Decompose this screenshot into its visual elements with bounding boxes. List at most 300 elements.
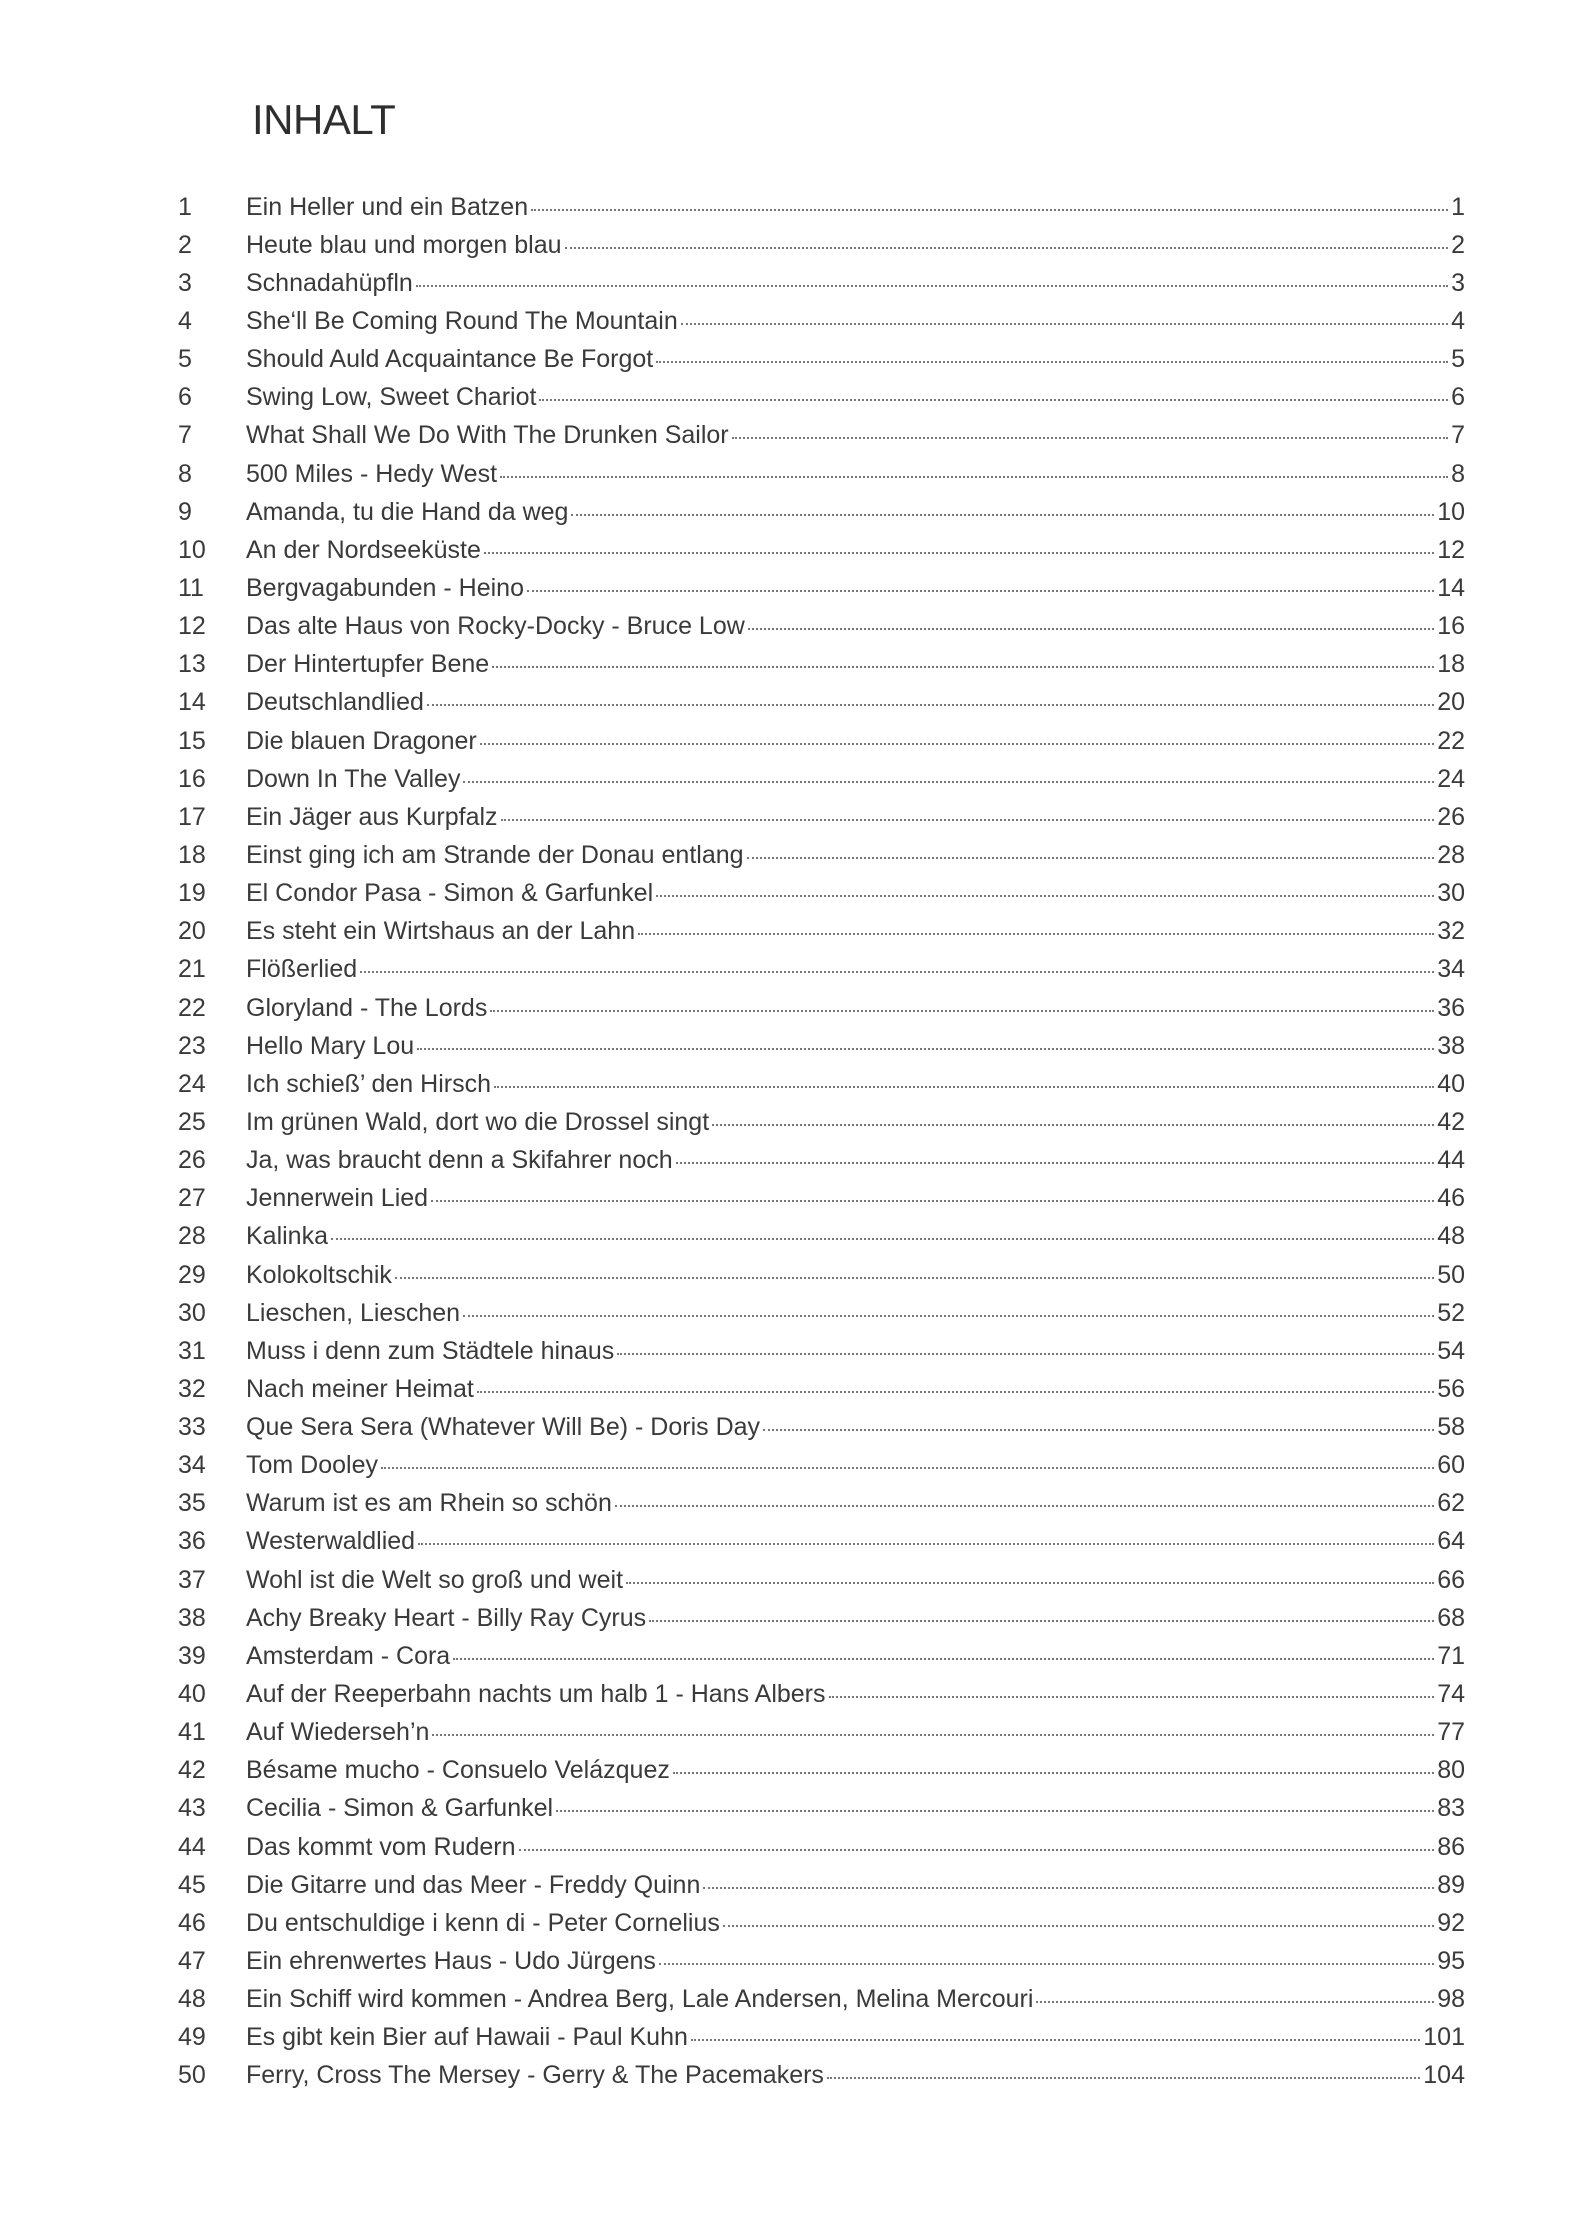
entry-number: 22	[178, 993, 206, 1022]
toc-entry[interactable]	[0, 1981, 1573, 2019]
entry-line	[246, 1298, 1465, 1327]
entry-page-number: 80	[1437, 1756, 1465, 1785]
entry-title: Einst ging ich am Strande der Donau entlang	[246, 840, 744, 869]
entry-page-number: 95	[1437, 1947, 1465, 1976]
dot-leader	[480, 743, 1434, 745]
entry-title: Das alte Haus von Rocky-Docky - Bruce Low	[246, 612, 745, 641]
entry-page-number: 24	[1437, 764, 1465, 793]
dot-leader	[703, 1887, 1434, 1889]
entry-line	[246, 764, 1465, 793]
entry-page-number: 36	[1437, 993, 1465, 1022]
entry-page-number: 56	[1437, 1374, 1465, 1403]
entry-title: Down In The Valley	[246, 764, 461, 793]
entry-page-number: 64	[1437, 1527, 1465, 1556]
toc-entry[interactable]	[0, 608, 1573, 646]
entry-page-number: 71	[1437, 1641, 1465, 1670]
toc-entry[interactable]	[0, 1942, 1573, 1980]
dot-leader	[501, 819, 1435, 821]
entry-title: Amanda, tu die Hand da weg	[246, 497, 569, 526]
toc-entry[interactable]	[0, 1485, 1573, 1523]
entry-title: Should Auld Acquaintance Be Forgot	[246, 345, 654, 374]
entry-page-number: 74	[1437, 1680, 1465, 1709]
toc-entry[interactable]	[0, 1523, 1573, 1561]
dot-leader	[829, 1696, 1435, 1698]
entry-line	[246, 347, 1465, 372]
toc-entry[interactable]	[0, 188, 1573, 226]
entry-line	[246, 1796, 1465, 1821]
entry-page-number: 6	[1451, 383, 1465, 412]
dot-leader	[571, 514, 1434, 516]
entry-number: 16	[178, 764, 206, 793]
entry-number: 20	[178, 917, 206, 946]
entry-number: 35	[178, 1489, 206, 1518]
entry-page-number: 83	[1437, 1794, 1465, 1823]
entry-page-number: 54	[1437, 1336, 1465, 1365]
entry-line	[246, 192, 1465, 221]
entry-page-number: 8	[1451, 459, 1465, 488]
entry-line	[246, 1870, 1465, 1899]
entry-number: 44	[178, 1832, 206, 1861]
entry-page-number: 86	[1437, 1832, 1465, 1861]
toc-entry[interactable]	[0, 1027, 1573, 1065]
entry-number: 32	[178, 1374, 206, 1403]
entry-line	[246, 2025, 1465, 2050]
entry-number: 48	[178, 1985, 206, 2014]
entry-line	[246, 1031, 1465, 1060]
entry-line	[246, 385, 1465, 410]
entry-title: Der Hintertupfer Bene	[246, 650, 490, 679]
entry-page-number: 28	[1437, 840, 1465, 869]
toc-entry[interactable]	[0, 1370, 1573, 1408]
toc-entry[interactable]	[0, 1180, 1573, 1218]
entry-page-number: 89	[1437, 1870, 1465, 1899]
toc-entry[interactable]	[0, 341, 1573, 379]
dot-leader	[418, 1543, 1434, 1545]
entry-page-number: 46	[1437, 1184, 1465, 1213]
entry-title: Ich schieß’ den Hirsch	[246, 1069, 491, 1098]
entry-title: Ferry, Cross The Mersey - Gerry & The Pacemakers	[246, 2061, 824, 2090]
entry-page-number: 104	[1423, 2061, 1465, 2090]
dot-leader	[531, 209, 1448, 211]
entry-line	[246, 230, 1465, 259]
entry-title: Cecilia - Simon & Garfunkel	[246, 1794, 554, 1823]
dot-leader	[494, 1086, 1434, 1088]
entry-page-number: 1	[1451, 192, 1465, 221]
entry-number: 41	[178, 1718, 206, 1747]
dot-leader	[381, 1467, 1434, 1469]
entry-number: 30	[178, 1298, 206, 1327]
entry-title: Es steht ein Wirtshaus an der Lahn	[246, 917, 636, 946]
dot-leader	[656, 361, 1448, 363]
entry-title: Lieschen, Lieschen	[246, 1298, 461, 1327]
entry-number: 12	[178, 612, 206, 641]
entry-title: Du entschuldige i kenn di - Peter Cornelius	[246, 1908, 720, 1937]
entry-title: Que Sera Sera (Whatever Will Be) - Doris Day	[246, 1413, 761, 1442]
entry-line	[246, 459, 1465, 488]
toc-entry[interactable]	[0, 569, 1573, 607]
table-of-contents	[0, 188, 1573, 2095]
entry-line	[246, 306, 1465, 335]
entry-number: 1	[178, 192, 192, 221]
entry-title: Westerwaldlied	[246, 1527, 416, 1556]
entry-title: An der Nordseeküste	[246, 535, 481, 564]
entry-line	[246, 1565, 1465, 1594]
entry-page-number: 98	[1437, 1985, 1465, 2014]
entry-line	[246, 497, 1465, 526]
dot-leader	[331, 1238, 1434, 1240]
toc-entry[interactable]	[0, 1790, 1573, 1828]
entry-line	[246, 1336, 1465, 1365]
entry-title: Swing Low, Sweet Chariot	[246, 383, 537, 412]
entry-line	[246, 1107, 1465, 1136]
dot-leader	[539, 399, 1448, 401]
dot-leader	[477, 1391, 1434, 1393]
entry-title: Warum ist es am Rhein so schön	[246, 1489, 612, 1518]
entry-line	[246, 1603, 1465, 1632]
entry-number: 4	[178, 306, 192, 335]
entry-number: 15	[178, 726, 206, 755]
entry-number: 47	[178, 1947, 206, 1976]
toc-entry[interactable]	[0, 1256, 1573, 1294]
entry-page-number: 16	[1437, 612, 1465, 641]
entry-line	[246, 1260, 1465, 1289]
toc-entry[interactable]	[0, 646, 1573, 684]
toc-entry[interactable]	[0, 1904, 1573, 1942]
entry-line	[246, 1186, 1465, 1211]
entry-number: 34	[178, 1451, 206, 1480]
entry-title: Amsterdam - Cora	[246, 1641, 451, 1670]
entry-title: Bergvagabunden - Heino	[246, 573, 524, 602]
dot-leader	[427, 704, 1434, 706]
entry-page-number: 18	[1437, 650, 1465, 679]
dot-leader	[527, 590, 1434, 592]
entry-number: 27	[178, 1184, 206, 1213]
dot-leader	[748, 628, 1434, 630]
dot-leader	[395, 1277, 1434, 1279]
entry-page-number: 77	[1437, 1718, 1465, 1747]
entry-number: 33	[178, 1413, 206, 1442]
entry-title: 500 Miles - Hedy West	[246, 459, 498, 488]
entry-line	[246, 726, 1465, 755]
dot-leader	[432, 1734, 1434, 1736]
entry-page-number: 20	[1437, 688, 1465, 717]
entry-number: 23	[178, 1031, 206, 1060]
dot-leader	[556, 1810, 1434, 1812]
entry-title: Jennerwein Lied	[246, 1184, 429, 1213]
dot-leader	[500, 476, 1448, 478]
dot-leader	[519, 1849, 1435, 1851]
toc-entry[interactable]	[0, 722, 1573, 760]
toc-entry[interactable]	[0, 1714, 1573, 1752]
entry-title: El Condor Pasa - Simon & Garfunkel	[246, 879, 654, 908]
entry-number: 3	[178, 268, 192, 297]
dot-leader	[691, 2039, 1420, 2041]
entry-number: 45	[178, 1870, 206, 1899]
entry-page-number: 101	[1423, 2023, 1465, 2052]
entry-title: What Shall We Do With The Drunken Sailor	[246, 421, 729, 450]
entry-title: Ein Heller und ein Batzen	[246, 192, 529, 221]
dot-leader	[360, 971, 1434, 973]
entry-page-number: 26	[1437, 802, 1465, 831]
entry-page-number: 10	[1437, 497, 1465, 526]
entry-title: Schnadahüpfln	[246, 268, 413, 297]
entry-line	[246, 1987, 1465, 2012]
entry-line	[246, 614, 1465, 639]
entry-number: 7	[178, 421, 192, 450]
entry-title: Auf der Reeperbahn nachts um halb 1 - Hans Albers	[246, 1680, 826, 1709]
entry-title: Ja, was braucht denn a Skifahrer noch	[246, 1146, 673, 1175]
entry-page-number: 38	[1437, 1031, 1465, 1060]
dot-leader	[615, 1505, 1434, 1507]
entry-title: Muss i denn zum Städtele hinaus	[246, 1336, 615, 1365]
entry-line	[246, 1148, 1465, 1173]
entry-page-number: 4	[1451, 306, 1465, 335]
entry-line	[246, 1682, 1465, 1707]
toc-entry[interactable]	[0, 2057, 1573, 2095]
entry-title: Gloryland - The Lords	[246, 993, 488, 1022]
entry-line	[246, 1069, 1465, 1098]
entry-number: 19	[178, 879, 206, 908]
toc-entry[interactable]	[0, 875, 1573, 913]
entry-page-number: 22	[1437, 726, 1465, 755]
entry-number: 18	[178, 840, 206, 869]
entry-line	[246, 1374, 1465, 1403]
entry-page-number: 44	[1437, 1146, 1465, 1175]
dot-leader	[416, 285, 1448, 287]
entry-line	[246, 919, 1465, 944]
entry-number: 26	[178, 1146, 206, 1175]
toc-entry[interactable]	[0, 455, 1573, 493]
toc-entry[interactable]	[0, 760, 1573, 798]
entry-number: 28	[178, 1222, 206, 1251]
dot-leader	[484, 552, 1434, 554]
entry-line	[246, 957, 1465, 982]
toc-entry[interactable]	[0, 1294, 1573, 1332]
dot-leader	[417, 1048, 1434, 1050]
dot-leader	[712, 1124, 1434, 1126]
entry-line	[246, 1529, 1465, 1554]
entry-title: Heute blau und morgen blau	[246, 230, 562, 259]
entry-title: Bésame mucho - Consuelo Velázquez	[246, 1756, 670, 1785]
dot-leader	[1036, 2001, 1434, 2003]
entry-line	[246, 2063, 1465, 2088]
entry-line	[246, 802, 1465, 831]
toc-entry[interactable]	[0, 226, 1573, 264]
toc-entry[interactable]	[0, 1752, 1573, 1790]
entry-number: 38	[178, 1603, 206, 1632]
entry-page-number: 7	[1451, 421, 1465, 450]
toc-entry[interactable]	[0, 1065, 1573, 1103]
entry-number: 36	[178, 1527, 206, 1556]
entry-line	[246, 268, 1465, 297]
entry-line	[246, 535, 1465, 564]
entry-number: 13	[178, 650, 206, 679]
entry-page-number: 66	[1437, 1565, 1465, 1594]
entry-page-number: 50	[1437, 1260, 1465, 1289]
toc-entry[interactable]	[0, 951, 1573, 989]
entry-title: Kolokoltschik	[246, 1260, 392, 1289]
toc-entry[interactable]	[0, 531, 1573, 569]
entry-number: 24	[178, 1069, 206, 1098]
dot-leader	[676, 1162, 1435, 1164]
dot-leader	[490, 1010, 1434, 1012]
entry-title: Die blauen Dragoner	[246, 726, 477, 755]
entry-line	[246, 1832, 1465, 1861]
entry-line	[246, 993, 1465, 1022]
entry-title: Hello Mary Lou	[246, 1031, 415, 1060]
entry-page-number: 40	[1437, 1069, 1465, 1098]
toc-entry[interactable]	[0, 1142, 1573, 1180]
entry-number: 43	[178, 1794, 206, 1823]
entry-number: 10	[178, 535, 206, 564]
dot-leader	[463, 781, 1434, 783]
dot-leader	[431, 1200, 1434, 1202]
entry-title: Es gibt kein Bier auf Hawaii - Paul Kuhn	[246, 2023, 688, 2052]
entry-number: 5	[178, 345, 192, 374]
entry-title: Kalinka	[246, 1222, 328, 1251]
dot-leader	[763, 1429, 1434, 1431]
entry-line	[246, 1491, 1465, 1516]
toc-entry[interactable]	[0, 379, 1573, 417]
entry-number: 37	[178, 1565, 206, 1594]
dot-leader	[565, 247, 1449, 249]
toc-entry[interactable]	[0, 1447, 1573, 1485]
entry-title: Ein ehrenwertes Haus - Udo Jürgens	[246, 1947, 656, 1976]
entry-number: 40	[178, 1680, 206, 1709]
entry-number: 2	[178, 230, 192, 259]
entry-line	[246, 652, 1465, 677]
entry-line	[246, 840, 1465, 869]
dot-leader	[617, 1353, 1434, 1355]
entry-title: Auf Wiederseh’n	[246, 1718, 430, 1747]
entry-number: 11	[178, 573, 204, 602]
entry-number: 17	[178, 802, 206, 831]
entry-line	[246, 423, 1465, 448]
entry-title: Das kommt vom Rudern	[246, 1832, 516, 1861]
dot-leader	[626, 1582, 1434, 1584]
entry-page-number: 92	[1437, 1908, 1465, 1937]
entry-number: 21	[178, 955, 206, 984]
toc-entry[interactable]	[0, 1409, 1573, 1447]
entry-line	[246, 690, 1465, 715]
toc-entry[interactable]	[0, 989, 1573, 1027]
toc-entry[interactable]	[0, 264, 1573, 302]
entry-number: 6	[178, 383, 192, 412]
entry-number: 39	[178, 1641, 206, 1670]
entry-line	[246, 1415, 1465, 1440]
entry-page-number: 42	[1437, 1107, 1465, 1136]
entry-number: 25	[178, 1107, 206, 1136]
entry-page-number: 14	[1437, 573, 1465, 602]
page-title: INHALT	[252, 96, 396, 143]
entry-title: She‘ll Be Coming Round The Mountain	[246, 306, 678, 335]
entry-line	[246, 1758, 1465, 1783]
entry-number: 14	[178, 688, 206, 717]
dot-leader	[492, 666, 1434, 668]
entry-page-number: 62	[1437, 1489, 1465, 1518]
dot-leader	[827, 2077, 1420, 2079]
toc-entry[interactable]	[0, 302, 1573, 340]
toc-entry[interactable]	[0, 1218, 1573, 1256]
dot-leader	[681, 323, 1448, 325]
toc-entry[interactable]	[0, 913, 1573, 951]
entry-number: 9	[178, 497, 192, 526]
dot-leader	[723, 1925, 1434, 1927]
toc-entry[interactable]	[0, 1675, 1573, 1713]
entry-page-number: 52	[1437, 1298, 1465, 1327]
toc-entry[interactable]	[0, 1599, 1573, 1637]
toc-entry[interactable]	[0, 1637, 1573, 1675]
entry-line	[246, 1949, 1465, 1974]
entry-title: Ein Schiff wird kommen - Andrea Berg, Lale Andersen, Melina Mercouri	[246, 1985, 1034, 2014]
entry-page-number: 60	[1437, 1451, 1465, 1480]
entry-number: 49	[178, 2023, 206, 2052]
toc-entry[interactable]	[0, 1332, 1573, 1370]
entry-title: Wohl ist die Welt so groß und weit	[246, 1565, 624, 1594]
toc-entry[interactable]	[0, 836, 1573, 874]
entry-title: Achy Breaky Heart - Billy Ray Cyrus	[246, 1603, 647, 1632]
entry-line	[246, 1453, 1465, 1478]
entry-line	[246, 1641, 1465, 1670]
entry-page-number: 30	[1437, 879, 1465, 908]
entry-line	[246, 573, 1465, 602]
toc-entry[interactable]	[0, 1828, 1573, 1866]
entry-number: 8	[178, 459, 192, 488]
entry-page-number: 68	[1437, 1603, 1465, 1632]
toc-entry[interactable]	[0, 2019, 1573, 2057]
entry-line	[246, 1720, 1465, 1745]
dot-leader	[732, 437, 1448, 439]
entry-number: 31	[178, 1336, 206, 1365]
entry-page-number: 32	[1437, 917, 1465, 946]
dot-leader	[463, 1315, 1434, 1317]
entry-page-number: 5	[1451, 345, 1465, 374]
entry-title: Tom Dooley	[246, 1451, 378, 1480]
entry-title: Flößerlied	[246, 955, 358, 984]
entry-page-number: 48	[1437, 1222, 1465, 1251]
entry-title: Nach meiner Heimat	[246, 1374, 474, 1403]
toc-entry[interactable]	[0, 798, 1573, 836]
toc-entry[interactable]	[0, 1866, 1573, 1904]
dot-leader	[453, 1658, 1434, 1660]
entry-number: 42	[178, 1756, 206, 1785]
entry-page-number: 12	[1437, 535, 1465, 564]
dot-leader	[656, 895, 1434, 897]
dot-leader	[673, 1772, 1434, 1774]
toc-entry[interactable]	[0, 417, 1573, 455]
toc-entry[interactable]	[0, 684, 1573, 722]
toc-entry[interactable]	[0, 1561, 1573, 1599]
entry-line	[246, 881, 1465, 906]
dot-leader	[638, 933, 1434, 935]
entry-title: Deutschlandlied	[246, 688, 424, 717]
entry-line	[246, 1224, 1465, 1249]
toc-entry[interactable]	[0, 1103, 1573, 1141]
entry-title: Die Gitarre und das Meer - Freddy Quinn	[246, 1870, 701, 1899]
entry-number: 29	[178, 1260, 206, 1289]
entry-number: 46	[178, 1908, 206, 1937]
entry-page-number: 3	[1451, 268, 1465, 297]
dot-leader	[747, 857, 1435, 859]
entry-page-number: 2	[1451, 230, 1465, 259]
entry-line	[246, 1908, 1465, 1937]
dot-leader	[649, 1620, 1434, 1622]
entry-title: Ein Jäger aus Kurpfalz	[246, 802, 498, 831]
entry-title: Im grünen Wald, dort wo die Drossel singt	[246, 1107, 710, 1136]
entry-page-number: 34	[1437, 955, 1465, 984]
dot-leader	[659, 1963, 1434, 1965]
toc-entry[interactable]	[0, 493, 1573, 531]
